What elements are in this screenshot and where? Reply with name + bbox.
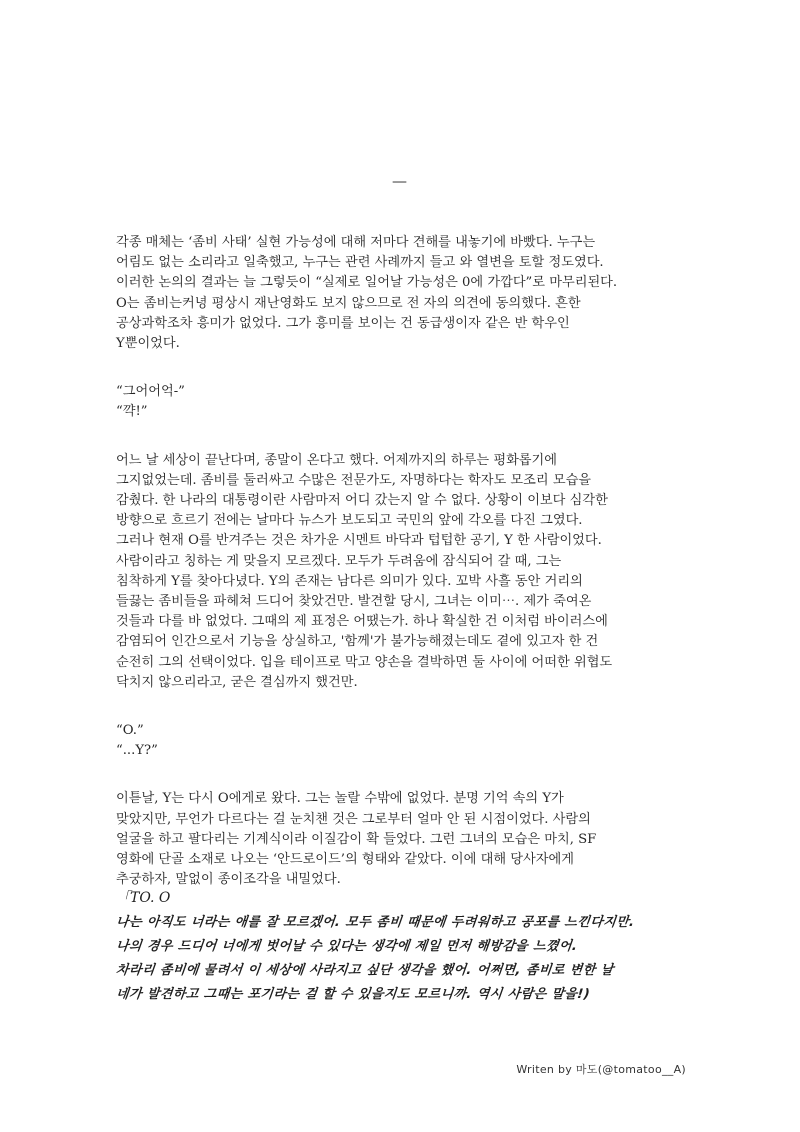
- story-body: [116, 233, 696, 918]
- text-line: 사람이라고 칭하는 게 맞을지 모르겠다. 모두가 두려움에 잠식되어 갈 때, 그는: [116, 553, 562, 569]
- dialogue-line: “꺅!”: [116, 404, 148, 420]
- text-line: 그지없었는데. 좀비를 둘러싸고 수많은 전문가도, 자명하다는 학자도 모조리 모습을: [116, 472, 592, 488]
- paragraph-android: [116, 789, 696, 890]
- dialogue-line: “O.”: [116, 723, 144, 739]
- note-line: 나의 경우 드디어 너에게 벗어날 수 있다는 생각에 제일 먼저 해방감을 느꼈어.: [115, 939, 579, 954]
- note-line: 차라리 좀비에 물려서 이 세상에 사라지고 싶단 생각을 했어. 어쩌면, 좀비로 변한 날: [115, 963, 615, 978]
- handwritten-note: [116, 887, 716, 1007]
- text-line: 침착하게 Y를 찾아다녔다. Y의 존재는 남다른 의미가 있다. 꼬박 사흘 동안 거리의: [116, 573, 583, 589]
- author-credit: Writen by 마도(@tomatoo__A): [516, 1063, 686, 1076]
- text-line: O는 좀비는커녕 평상시 재난영화도 보지 않으므로 전 자의 의견에 동의했다. 흔한: [116, 295, 581, 311]
- text-line: 맞았지만, 무언가 다르다는 걸 눈치챈 것은 그로부터 얼마 안 된 시점이었다. 사람의: [116, 811, 591, 827]
- text-line: 감췄다. 한 나라의 대통령이란 사람마저 어디 갔는지 알 수 없다. 상황이 이보다 심각한: [116, 493, 608, 509]
- text-line: Y뿐이었다.: [116, 336, 180, 352]
- text-line: 이러한 논의의 결과는 늘 그렇듯이 “실제로 일어날 가능성은 0에 가깝다”로 마무리된다.: [116, 275, 618, 291]
- text-line: 닥치지 않으리라고, 굳은 결심까지 했건만.: [116, 674, 358, 690]
- text-line: 그러나 현재 O를 반겨주는 것은 차가운 시멘트 바닥과 텁텁한 공기, Y 한 사람이었다.: [116, 533, 602, 549]
- note-line: 네가 발견하고 그때는 포기라는 걸 할 수 있을지도 모르니까. 역시 사람은 말을!): [115, 987, 591, 1002]
- text-line: 영화에 단골 소재로 나오는 ‘안드로이드’의 형태와 같았다. 이에 대해 당사자에게: [116, 852, 574, 868]
- text-line: 감염되어 인간으로서 기능을 상실하고, '함께'가 불가능해졌는데도 곁에 있고자 한 건: [116, 634, 599, 650]
- text-line: 공상과학조차 흥미가 없었다. 그가 흥미를 보이는 건 동급생이자 같은 반 학우인: [116, 315, 570, 331]
- text-line: 얼굴을 하고 팔다리는 기계식이라 이질감이 확 들었다. 그런 그녀의 모습은 마치, SF: [116, 831, 597, 847]
- text-line: 어림도 없는 소리라고 일축했고, 누구는 관련 사례까지 들고 와 열변을 토할 정도였다.: [116, 255, 604, 271]
- text-line: 것들과 다를 바 없었다. 그때의 제 표정은 어땠는가. 하나 확실한 건 이처럼 바이러스에: [116, 614, 608, 630]
- note-line: 나는 아직도 너라는 애를 잘 모르겠어. 모두 좀비 때문에 두려워하고 공포를 느낀다지만.: [115, 915, 636, 930]
- dialogue-line: “...Y?”: [116, 743, 158, 759]
- text-line: 각종 매체는 ‘좀비 사태’ 실현 가능성에 대해 저마다 견해를 내놓기에 바빴다. 누구는: [116, 235, 596, 250]
- paragraph-intro: [116, 233, 696, 354]
- note-header: 「TO. O: [116, 890, 171, 906]
- dialogue-o-y: [116, 721, 696, 761]
- text-line: 순전히 그의 선택이었다. 입을 테이프로 막고 양손을 결박하면 둘 사이에 어떠한 위협도: [116, 654, 613, 670]
- text-line: 추궁하자, 말없이 종이조각을 내밀었다.: [116, 872, 341, 888]
- dialogue-zombie: [116, 382, 696, 422]
- dialogue-line: “그어어억-”: [116, 384, 185, 400]
- text-line: 이튿날, Y는 다시 O에게로 왔다. 그는 놀랄 수밖에 없었다. 분명 기억 속의 Y가: [116, 791, 564, 807]
- text-line: 들끓는 좀비들을 파헤쳐 드디어 찾았건만. 발견할 당시, 그녀는 이미⋯. 제가 죽여온: [116, 594, 592, 610]
- text-line: 어느 날 세상이 끝난다며, 종말이 온다고 했다. 어제까지의 하루는 평화롭기에: [116, 452, 558, 468]
- section-separator: —: [392, 172, 408, 190]
- paragraph-apocalypse: [116, 451, 696, 693]
- text-line: 방향으로 흐르기 전에는 날마다 뉴스가 보도되고 국민의 앞에 각오를 다진 그였다.: [116, 513, 583, 529]
